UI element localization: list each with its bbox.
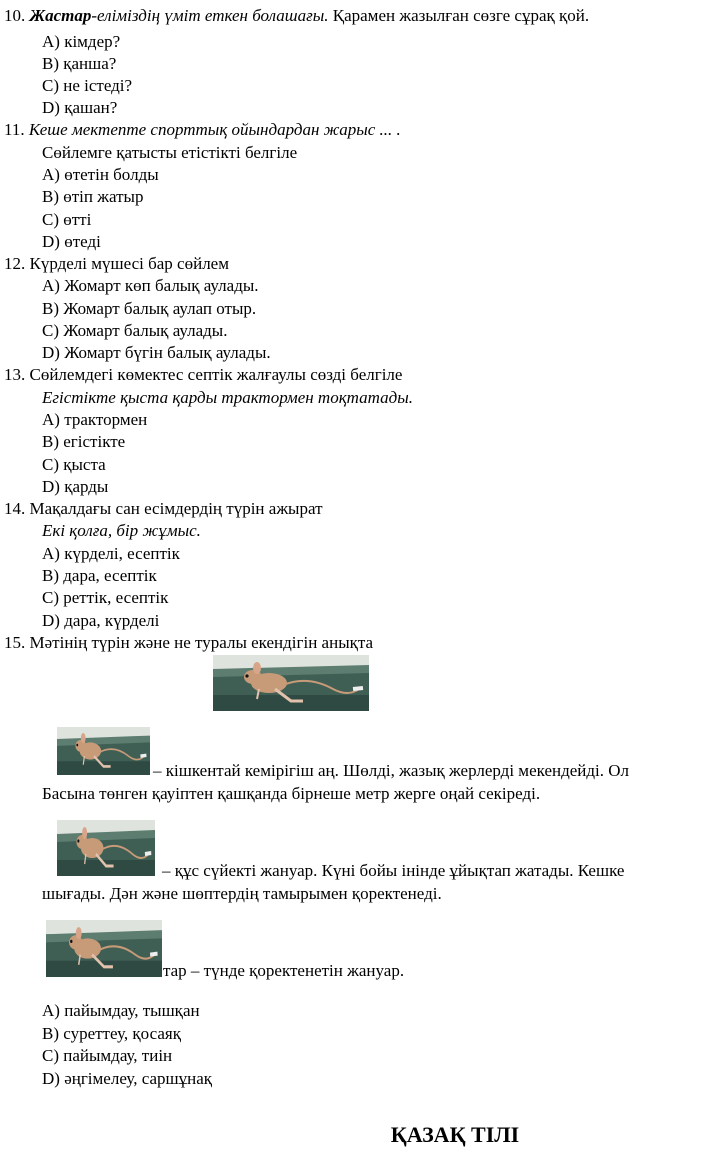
paragraph-1-line-1: – кішкентай кемірігіш аң. Шөлді, жазық жерлерді мекендейді. Ол [153,761,630,780]
option-d[interactable]: D) қарды [42,477,109,496]
jerboa-photo-1 [57,727,150,775]
option-a[interactable]: A) трактормен [42,410,148,429]
paragraph-1-line-2: Басына төнген қауіптен қашқанда бірнеше метр жерге оңай секіреді. [42,784,541,803]
option-a[interactable]: A) кімдер? [42,32,121,51]
option-d[interactable]: D) әңгімелеу, саршұнақ [42,1069,213,1088]
paragraph-3: тар – түнде қоректенетін жануар. [163,961,405,980]
question-number: 10. [4,6,26,25]
option-c[interactable]: C) пайымдау, тиін [42,1046,173,1065]
option-c[interactable]: C) реттік, есептік [42,588,169,607]
option-c[interactable]: C) не істеді? [42,76,133,95]
italic-sentence: -еліміздің үміт еткен болашағы. [91,6,329,25]
question-14: 14. Мақалдағы сан есімдердің түрін ажырат [4,499,323,518]
paragraph-2-line-2: шығады. Дән және шөптердің тамырымен қоректенеді. [42,884,442,903]
option-b[interactable]: B) егістікте [42,432,126,451]
option-a[interactable]: A) күрделі, есептік [42,544,180,563]
option-a[interactable]: A) Жомарт көп балық аулады. [42,276,259,295]
option-c[interactable]: C) Жомарт балық аулады. [42,321,228,340]
jerboa-photo-2 [57,820,155,876]
italic-proverb: Екі қолға, бір жұмыс. [42,521,201,540]
question-number: 11. [4,120,25,139]
question-text: Қарамен жазылған сөзге сұрақ қой. [328,6,590,25]
option-b[interactable]: B) Жомарт балық аулап отыр. [42,299,257,318]
italic-sentence: Кеше мектепте спорттық ойындардан жарыс ... . [28,120,401,139]
option-b[interactable]: B) өтіп жатыр [42,187,144,206]
italic-sentence: Егістікте қыста қарды трактормен тоқтатады. [42,388,413,407]
paragraph-2-line-1: – құс сүйекті жануар. Күні бойы інінде ұйықтап жатады. Кешке [162,861,625,880]
footer-title: ҚАЗАҚ ТІЛІ [390,1122,520,1147]
question-10 [4,6,589,26]
jerboa-photo-3 [46,920,162,977]
question-12: 12. Күрделі мүшесі бар сөйлем [4,254,229,273]
bold-word: Жастар [29,6,92,25]
question-13: 13. Сөйлемдегі көмектес септік жалғаулы сөзді белгіле [4,365,403,384]
jerboa-photo-main [213,655,369,711]
option-d[interactable]: D) Жомарт бүгін балық аулады. [42,343,271,362]
option-d[interactable]: D) өтеді [42,232,101,251]
option-c[interactable]: C) өтті [42,210,92,229]
option-d[interactable]: D) дара, күрделі [42,611,160,630]
question-15: 15. Мәтінің түрін және не туралы екендігін анықта [4,633,374,652]
option-a[interactable]: A) өтетін болды [42,165,159,184]
option-b[interactable]: B) қанша? [42,54,117,73]
option-a[interactable]: A) пайымдау, тышқан [42,1001,200,1020]
option-b[interactable]: B) дара, есептік [42,566,157,585]
option-b[interactable]: B) суреттеу, қосаяқ [42,1024,181,1043]
question-instruction: Сөйлемге қатысты етістікті белгіле [42,143,298,162]
option-d[interactable]: D) қашан? [42,98,118,117]
question-11 [4,120,401,140]
option-c[interactable]: C) қыста [42,455,106,474]
